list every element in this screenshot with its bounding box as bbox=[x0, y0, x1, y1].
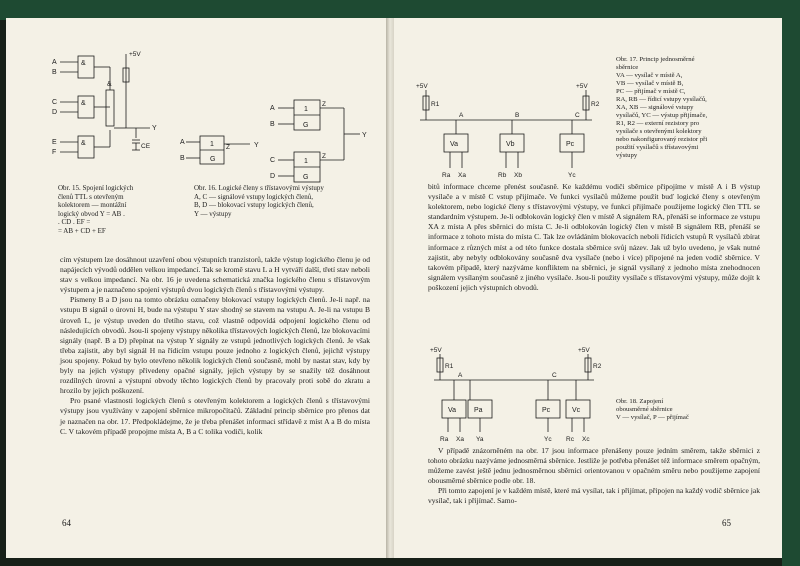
fig17-rb: Rb bbox=[498, 172, 507, 179]
caption18-line: V — vysílač, P — přijímač bbox=[616, 414, 689, 421]
page-number-left: 64 bbox=[62, 518, 71, 528]
fig15-label-ce: CE bbox=[141, 143, 151, 150]
book-cover-edge bbox=[782, 14, 800, 566]
figure-18-bidirectional-bus bbox=[420, 348, 620, 444]
fig18-ya: Ya bbox=[476, 436, 484, 443]
caption17-line: PC — přijímač v místě C, bbox=[616, 88, 686, 95]
fig16-gate3-z: Z bbox=[322, 153, 326, 160]
caption17-line: výstupy bbox=[616, 152, 638, 159]
paragraph: bitů informace chceme přenést současně. Ke každému vodiči sběrnice připojíme v místě A i B výstup vysílače a v místě C vstup přijímače. Ve funkci vysílačů můžeme použít buď logické členy s otevřeným kolektorem, nebo logické členy s třístavovými výstupy, ve funkci přijímače použijeme logický člen TTL se standardním výstupem. Je-li odblokován logický člen v místě A signálem RA, přenáší se informace ze vstupu XA z místa A přes sběrnici do místa C. Je-li odblokován logický člen v místě B signálem RB, přenáší se informace z tohoto místa do místa C. Tak lze ovládáním blokovacích neboli řídicích vstupů R vysílačů zbírat informace z různých míst a od této funkce dostala sběrnice svůj název. Jak už bylo uvedeno, je však nutné zajistit, aby nebyly odblokovány současně dva vysílače (nebo i více) připojené na jeden vodič sběrnice. V takovém případě, který nazýváme konfliktem na sběrnici, je signál vysílaný z jednoho místa znehodnocen signálem vysílaným současně z jiného vysílače. Jsou-li použity vysílače s třístavovými výstupy, může dojít k poškození jejich výstupních obvodů. bbox=[428, 182, 760, 292]
caption18-line: Obr. 18. Zapojení bbox=[616, 398, 664, 405]
fig15-supply: +5V bbox=[129, 51, 141, 58]
fig16-label-a2: A bbox=[270, 105, 275, 112]
fig18-ra: Ra bbox=[440, 436, 449, 443]
fig17-transmitter-b: Vb bbox=[506, 141, 515, 148]
caption-figure-18 bbox=[616, 398, 689, 422]
fig17-yc: Yc bbox=[568, 172, 576, 179]
caption15-line: Obr. 15. Spojení logických bbox=[58, 184, 134, 192]
caption17-line: vysílačů, YC — výstup přijímače, bbox=[616, 112, 708, 119]
fig16-gate3-g: G bbox=[303, 174, 309, 181]
fig18-receiver-a: Pa bbox=[474, 407, 483, 414]
fig18-supply-1: +5V bbox=[430, 347, 442, 354]
left-body-text bbox=[60, 255, 370, 437]
fig18-rc: Rc bbox=[566, 436, 574, 443]
paragraph: V případě znázorněném na obr. 17 jsou informace přenášeny pouze jedním směrem, takže sběrnici z tohoto obrázku nazýváme jednosměrná sběrnice. Jestliže je potřeba přenášet též informace směrem opačným, můžeme zavést ještě jednu jednosměrnou sběrnici orientovanou v opačném směru nebo použijeme zapojení obousměrné sběrnice podle obr. 18. bbox=[428, 446, 760, 486]
fig18-node-c: C bbox=[552, 372, 557, 379]
fig17-receiver-c: Pc bbox=[566, 141, 575, 148]
right-body-text-1 bbox=[428, 182, 760, 293]
caption17-line: R1, R2 — externí rezistory pro bbox=[616, 120, 700, 127]
caption16-line: Y — výstupy bbox=[194, 209, 232, 218]
fig15-and-1: & bbox=[81, 60, 86, 67]
fig18-receiver-c: Pc bbox=[542, 407, 551, 414]
fig16-gate2-type: 1 bbox=[304, 106, 308, 113]
fig18-r2: R2 bbox=[593, 363, 602, 370]
fig15-label-a: A bbox=[52, 59, 57, 66]
caption17-line: použití vysílačů s třístavovými bbox=[616, 144, 699, 151]
fig15-and-4: & bbox=[107, 81, 112, 88]
fig16-label-c: C bbox=[270, 157, 276, 164]
fig15-and-2: & bbox=[81, 100, 86, 107]
book-cover-top bbox=[0, 0, 800, 20]
fig16-gate1-output: Y bbox=[254, 142, 259, 149]
caption16-line: Obr. 16. Logické členy s třístavovými výstupy bbox=[194, 184, 324, 192]
fig16-gate1-z: Z bbox=[226, 144, 230, 151]
fig15-label-f: F bbox=[52, 149, 57, 156]
fig18-transmitter-c: Vc bbox=[572, 407, 581, 414]
fig18-xa: Xa bbox=[456, 436, 464, 443]
caption17-line: VA — vysílač v místě A, bbox=[616, 72, 683, 79]
figure-15-open-collector-circuit bbox=[50, 50, 170, 180]
fig16-label-b: B bbox=[180, 155, 185, 162]
fig15-label-e: E bbox=[52, 139, 57, 146]
paragraph: Písmeny B a D jsou na tomto obrázku označeny blokovací vstupy logických členů. Je-li např. na vstupu B signál o úrovni H, bude na výstupu Y stav shodný se stavem na vstupu A. Je-li na vstupu B úroveň L, je výstup uveden do třetího stavu, což vlastně odpovídá odpojení logického členu od následujících obvodů. Jsou-li spojeny výstupy několika třístavových logických členů, lze blokovacími signály (např. B a D) přepínat na výstup Y signály ze vstupů jednotlivých logických členů. Je však třeba zajistit, aby byl signál H na řídicím vstupu pouze jednoho z logických členů, jejichž výstupy jsou spojeny. Pokud by bylo otevřeno několik logických členů současně, mohl by nastat stav, kdy by byly na jejich výstupy přivedeny opačné signály, jejich výstupy by se snažily též dosáhnout rozdílných úrovní a výstupní obvody těchto logických členů by pracovaly proti sobě do zkratu a hrozilo by jejich poškození. bbox=[60, 295, 370, 396]
page-65 bbox=[394, 18, 782, 558]
fig18-r1: R1 bbox=[445, 363, 454, 370]
fig16-gate2-z: Z bbox=[322, 101, 326, 108]
fig16-gate1-type: 1 bbox=[210, 141, 214, 148]
fig16-label-a: A bbox=[180, 139, 185, 146]
caption15-line: = AB + CD + EF bbox=[58, 226, 106, 235]
fig16-gate2-g: G bbox=[303, 122, 309, 129]
fig17-ra: Ra bbox=[442, 172, 451, 179]
fig15-label-d: D bbox=[52, 109, 58, 116]
caption17-line: RA, RB — řídicí vstupy vysílačů, bbox=[616, 96, 707, 103]
paragraph: Pro psané vlastnosti logických členů s otevřeným kolektorem a logických členů s třístavovými výstupy jsou využívány v zapojení sběrnice mikropočítačů. Základní princip sběrnice pro přenos dat je naznačen na obr. 17. Předpokládejme, že je třeba přenášet informaci střídavě z míst A a B do místa C. V takovém případě propojme místa A, B a C tolika vodiči, kolik bbox=[60, 396, 370, 436]
fig17-node-a: A bbox=[459, 112, 464, 119]
fig18-xc: Xc bbox=[582, 436, 590, 443]
fig18-transmitter-a: Va bbox=[448, 407, 457, 414]
fig16-gate3-type: 1 bbox=[304, 158, 308, 165]
fig17-supply-2: +5V bbox=[576, 83, 588, 90]
fig17-transmitter-a: Va bbox=[450, 141, 459, 148]
caption15-line: . CD . EF = bbox=[58, 218, 91, 227]
fig17-xa: Xa bbox=[458, 172, 466, 179]
fig17-node-c: C bbox=[575, 112, 580, 119]
fig17-xb: Xb bbox=[514, 172, 522, 179]
fig18-yc: Yc bbox=[544, 436, 552, 443]
page-number-right: 65 bbox=[722, 518, 731, 528]
caption17-line: XA, XB — signálové vstupy bbox=[616, 104, 694, 111]
fig17-supply-1: +5V bbox=[416, 83, 428, 90]
fig16-label-y: Y bbox=[362, 132, 367, 139]
caption-figure-15 bbox=[58, 184, 133, 236]
right-body-text-2 bbox=[428, 446, 760, 507]
caption17-line: Obr. 17. Princip jednosměrné bbox=[616, 56, 695, 63]
caption16-line: A, C — signálové vstupy logických členů, bbox=[194, 192, 313, 201]
caption16-line: B, D — blokovací vstupy logických členů, bbox=[194, 201, 314, 210]
caption17-line: VB — vysílač v místě B, bbox=[616, 80, 684, 87]
figure-16-three-state-gates bbox=[180, 96, 370, 191]
fig17-node-b: B bbox=[515, 112, 520, 119]
fig17-r1: R1 bbox=[431, 101, 440, 108]
fig17-r2: R2 bbox=[591, 101, 600, 108]
fig16-label-d: D bbox=[270, 173, 276, 180]
caption-figure-17 bbox=[616, 56, 707, 160]
fig15-label-c: C bbox=[52, 99, 58, 106]
paragraph: Při tomto zapojení je v každém místě, které má vysílat, tak i přijímat, připojen na každý vodič sběrnice jak vysílač, tak i přijímač. Samo- bbox=[428, 486, 760, 506]
paragraph: cím výstupem lze dosáhnout uzavření obou výstupních tranzistorů, takže výstup logického členu je od napájecích vývodů oddělen velkou impedancí. Tak se kromě stavu L a H vytváří další, třetí stav neboli stav s velkou impedancí. Na obr. 16 je uvedena schematická značka logického členu s třístavovým výstupem a je naznačeno spojení výstupů dvou logických členů s třístavovými výstupy. bbox=[60, 255, 370, 295]
caption17-line: vysílače s otevřenými kolektory bbox=[616, 128, 702, 135]
fig16-gate1-g: G bbox=[210, 156, 216, 163]
page-64 bbox=[6, 18, 388, 558]
fig18-supply-2: +5V bbox=[578, 347, 590, 354]
caption17-line: sběrnice bbox=[616, 64, 639, 71]
caption-figure-16 bbox=[194, 184, 324, 218]
caption18-line: obousměrné sběrnice bbox=[616, 406, 673, 413]
caption17-line: nebo nakonfigurovaný rezistor při bbox=[616, 136, 708, 143]
caption15-line: logický obvod Y = AB . bbox=[58, 209, 125, 218]
fig15-label-y: Y bbox=[152, 125, 157, 132]
fig16-label-b2: B bbox=[270, 121, 275, 128]
fig15-label-b: B bbox=[52, 69, 57, 76]
figure-17-unidirectional-bus bbox=[406, 80, 611, 185]
caption15-line: členů TTL s otevřeným bbox=[58, 192, 124, 201]
caption15-line: kolektorem — montážní bbox=[58, 201, 127, 210]
fig18-node-a: A bbox=[458, 372, 463, 379]
fig15-and-3: & bbox=[81, 140, 86, 147]
